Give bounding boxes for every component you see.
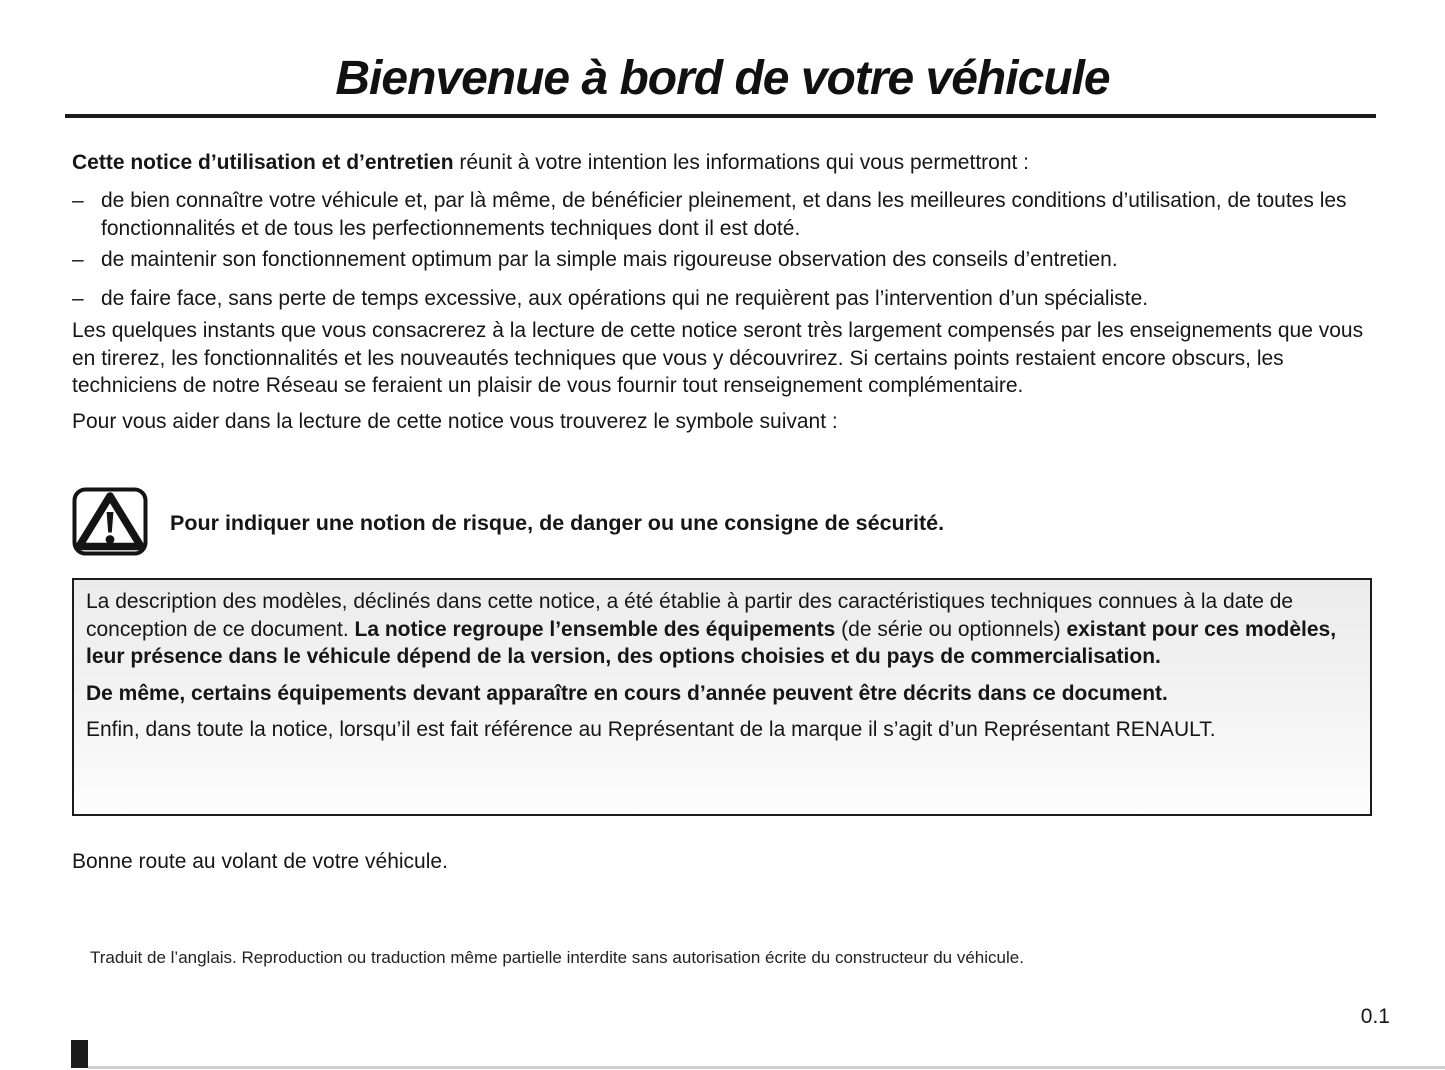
warning-caption: Pour indiquer une notion de risque, de danger ou une consigne de sécurité. (170, 511, 945, 535)
notice-paragraph-3: Enfin, dans toute la notice, lorsqu’il est fait référence au Représentant de la marque il s’agit d’un Représentant RENAULT. (86, 718, 1216, 741)
warning-triangle-icon (72, 487, 148, 556)
bullet-text: de faire face, sans perte de temps excessive, aux opérations qui ne requièrent pas l’intervention d’un spécialiste. (101, 287, 1149, 310)
notice-p1-bold: existant pour ces modèles, leur présence dans le véhicule dépend de la version, des options choisies et du pays de commercialisation. (86, 617, 1337, 668)
notice-p1-regular: La description des modèles, déclinés dans cette notice, a été établie à partir des caractéristiques techniques connues à la date de conception de ce document. (86, 590, 1294, 641)
bullet-item-maintain (72, 246, 1380, 274)
bullet-item-know-vehicle (72, 187, 1380, 242)
notice-p1-bold: La notice regroupe l’ensemble des équipements (354, 617, 836, 641)
notice-p1-regular: (de série ou optionnels) (835, 617, 1067, 641)
bullet-text: de bien connaître votre véhicule et, par là même, de bénéficier pleinement, et dans les meilleures conditions d’utilisation, de toutes les fonctionnalités et de tous les perfectionnements techniques dont il est doté. (101, 189, 1347, 240)
benefits-paragraph: Les quelques instants que vous consacrerez à la lecture de cette notice seront très largement compensés par les enseignements que vous en tirerez, les fonctionnalités et les nouveautés techniques que vous y découvrirez. Si certains points restaient encore obscurs, les techniciens de notre Réseau se feraient un plaisir de vous fournir tout renseignement complémentaire. (72, 319, 1364, 397)
bullet-dash: – (72, 287, 84, 310)
symbol-intro-paragraph: Pour vous aider dans la lecture de cette notice vous trouverez le symbole suivant : (72, 410, 838, 433)
page-title: Bienvenue à bord de votre véhicule (335, 52, 1110, 105)
page-number: 0.1 (1360, 1005, 1390, 1028)
notice-p2-bold: De même, certains équipements devant apparaître en cours d’année peuvent être décrits dans ce document. (86, 681, 1168, 705)
binding-mark (71, 1040, 88, 1068)
intro-paragraph (72, 149, 1380, 177)
title-divider (65, 114, 1376, 118)
bullet-dash: – (72, 189, 84, 212)
bullet-text: de maintenir son fonctionnement optimum par la simple mais rigoureuse observation des conseils d’entretien. (101, 248, 1118, 271)
models-description-box (72, 578, 1372, 816)
bullet-dash: – (72, 248, 84, 271)
intro-rest-text: réunit à votre intention les informations qui vous permettront : (453, 151, 1030, 174)
page-edge-shadow (88, 1066, 1445, 1069)
notice-paragraph-1 (86, 588, 1358, 671)
notice-paragraph-2 (86, 680, 1358, 708)
intro-bold-text: Cette notice d’utilisation et d’entretien (72, 151, 454, 174)
closing-paragraph: Bonne route au volant de votre véhicule. (72, 850, 448, 873)
bullet-item-operations (72, 285, 1380, 313)
copyright-footnote: Traduit de l’anglais. Reproduction ou traduction même partielle interdite sans autorisation écrite du constructeur du véhicule. (90, 948, 1024, 967)
